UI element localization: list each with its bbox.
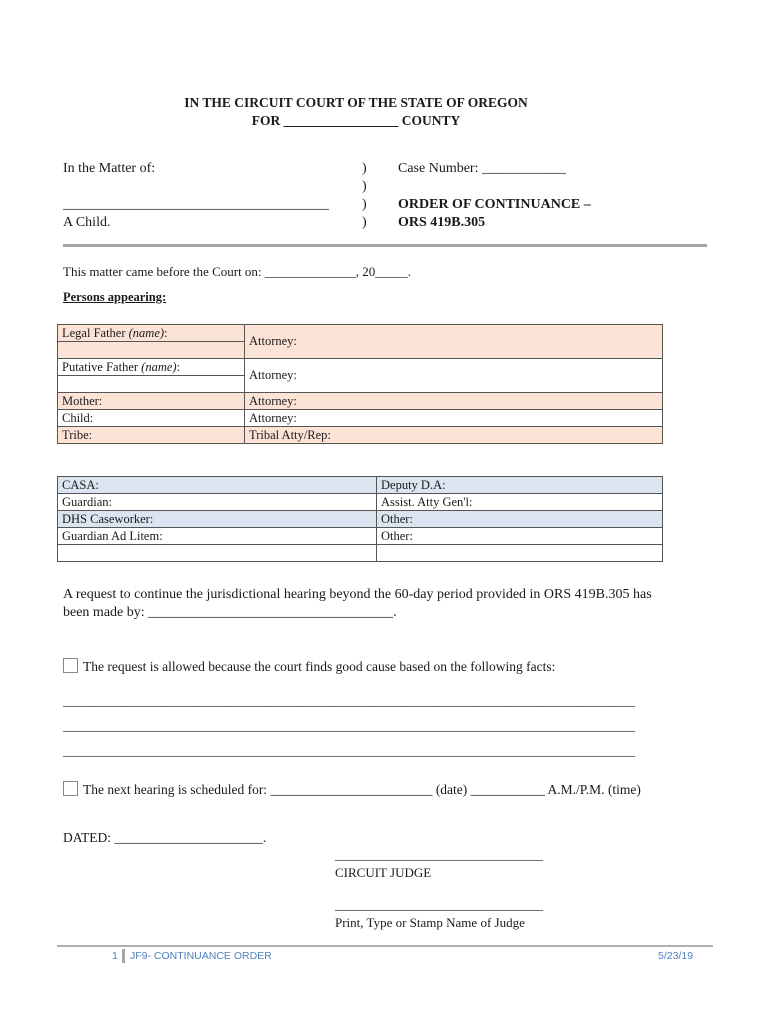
form-date: 5/23/19 bbox=[658, 950, 694, 962]
guardian-cell[interactable]: Guardian: bbox=[58, 494, 377, 511]
request-line1: A request to continue the jurisdictional hearing beyond the 60-day period provided in ORS 419B.305 has bbox=[63, 587, 652, 602]
table-row bbox=[58, 511, 663, 528]
in-the-matter-label: In the Matter of: bbox=[63, 161, 156, 176]
circuit-judge-label: CIRCUIT JUDGE bbox=[335, 865, 432, 880]
judge-name-label: Print, Type or Stamp Name of Judge bbox=[335, 915, 525, 930]
dated-line: DATED: ______________________. bbox=[63, 830, 267, 845]
persons-table bbox=[57, 324, 663, 444]
next-hearing-row bbox=[63, 781, 641, 798]
paren: ) bbox=[362, 215, 367, 230]
colon: : bbox=[176, 360, 181, 374]
persons-appearing-heading: Persons appearing: bbox=[63, 290, 167, 304]
page-number: 1 bbox=[112, 950, 118, 962]
table-row bbox=[58, 545, 663, 562]
child-attorney-cell[interactable]: Attorney: bbox=[245, 410, 663, 427]
court-title bbox=[0, 94, 712, 130]
other-cell[interactable]: Other: bbox=[377, 511, 663, 528]
allowed-checkbox[interactable] bbox=[63, 658, 78, 673]
divider bbox=[63, 244, 707, 247]
facts-lines bbox=[63, 688, 713, 763]
judge-name-block bbox=[335, 896, 543, 932]
judge-signature-line[interactable]: ________________________________ bbox=[335, 847, 543, 862]
guardian-ad-litem-cell[interactable]: Guardian Ad Litem: bbox=[58, 528, 377, 545]
putative-father-label: Putative Father bbox=[62, 360, 142, 374]
mother-attorney-cell[interactable]: Attorney: bbox=[245, 393, 663, 410]
table-row bbox=[58, 359, 663, 376]
court-county-line: FOR _________________ COUNTY bbox=[251, 113, 461, 128]
dhs-caseworker-cell[interactable]: DHS Caseworker: bbox=[58, 511, 377, 528]
legal-father-blank-cell[interactable] bbox=[58, 342, 245, 359]
other-cell[interactable]: Other: bbox=[377, 528, 663, 545]
judge-signature-block bbox=[335, 846, 543, 882]
judge-name-line[interactable]: ________________________________ bbox=[335, 897, 543, 912]
table-row bbox=[58, 410, 663, 427]
table-row bbox=[58, 393, 663, 410]
fact-line[interactable]: ________________________________________________________________________________________ bbox=[63, 743, 635, 758]
allowed-row bbox=[63, 658, 555, 675]
child-name-line: ______________________________________ bbox=[63, 197, 329, 212]
table-row bbox=[58, 528, 663, 545]
allowed-text: The request is allowed because the court finds good cause based on the following facts: bbox=[83, 659, 556, 674]
colon: : bbox=[164, 326, 168, 340]
paren: ) bbox=[362, 161, 367, 176]
legal-father-label: Legal Father bbox=[62, 326, 129, 340]
case-number: Case Number: ____________ bbox=[398, 161, 566, 176]
tribe-cell[interactable]: Tribe: bbox=[58, 427, 245, 444]
legal-father-attorney-cell[interactable] bbox=[245, 325, 663, 359]
assist-ag-cell[interactable]: Assist. Atty Gen'l: bbox=[377, 494, 663, 511]
child-cell[interactable]: Child: bbox=[58, 410, 245, 427]
putative-father-cell[interactable] bbox=[58, 359, 245, 376]
footer-separator bbox=[122, 949, 125, 963]
request-line2: been made by: ___________________________________. bbox=[63, 605, 397, 620]
blank-cell[interactable] bbox=[377, 545, 663, 562]
putative-father-attorney-cell[interactable] bbox=[245, 359, 663, 393]
fact-line[interactable]: ________________________________________________________________________________________ bbox=[63, 718, 635, 733]
spacer bbox=[398, 178, 591, 196]
mother-cell[interactable]: Mother: bbox=[58, 393, 245, 410]
parties-table bbox=[57, 476, 663, 562]
next-hearing-checkbox[interactable] bbox=[63, 781, 78, 796]
court-title-line1: IN THE CIRCUIT COURT OF THE STATE OF OREGON bbox=[184, 95, 528, 110]
fact-line[interactable]: ________________________________________________________________________________________ bbox=[63, 693, 635, 708]
form-title: JF9- CONTINUANCE ORDER bbox=[130, 950, 272, 962]
blank-cell[interactable] bbox=[58, 545, 377, 562]
tribal-rep-cell[interactable]: Tribal Atty/Rep: bbox=[245, 427, 663, 444]
caption-right bbox=[398, 160, 591, 232]
paren: ) bbox=[362, 197, 367, 212]
order-title-line2: ORS 419B.305 bbox=[398, 215, 486, 230]
matter-came-before: This matter came before the Court on: ______________, 20_____. bbox=[63, 264, 412, 279]
casa-cell[interactable]: CASA: bbox=[58, 477, 377, 494]
paren: ) bbox=[362, 179, 367, 194]
order-title-line1: ORDER OF CONTINUANCE – bbox=[398, 197, 591, 212]
table-row bbox=[58, 477, 663, 494]
deputy-da-cell[interactable]: Deputy D.A: bbox=[377, 477, 663, 494]
table-row bbox=[58, 325, 663, 342]
a-child-label: A Child. bbox=[63, 215, 111, 230]
next-hearing-text: The next hearing is scheduled for: ________________________ (date) ___________ A.M./P.M. (time) bbox=[83, 782, 641, 797]
name-hint: (name) bbox=[128, 326, 165, 340]
caption-parens bbox=[362, 160, 367, 232]
spacer bbox=[63, 178, 329, 196]
caption-left bbox=[63, 160, 329, 232]
legal-father-cell[interactable] bbox=[58, 325, 245, 342]
name-hint: (name) bbox=[141, 360, 177, 374]
putative-father-blank-cell[interactable] bbox=[58, 376, 245, 393]
table-row bbox=[58, 494, 663, 511]
request-paragraph bbox=[63, 586, 713, 622]
footer-divider bbox=[57, 945, 713, 947]
attorney-label: Attorney: bbox=[249, 368, 297, 382]
attorney-label: Attorney: bbox=[249, 334, 297, 348]
table-row bbox=[58, 427, 663, 444]
